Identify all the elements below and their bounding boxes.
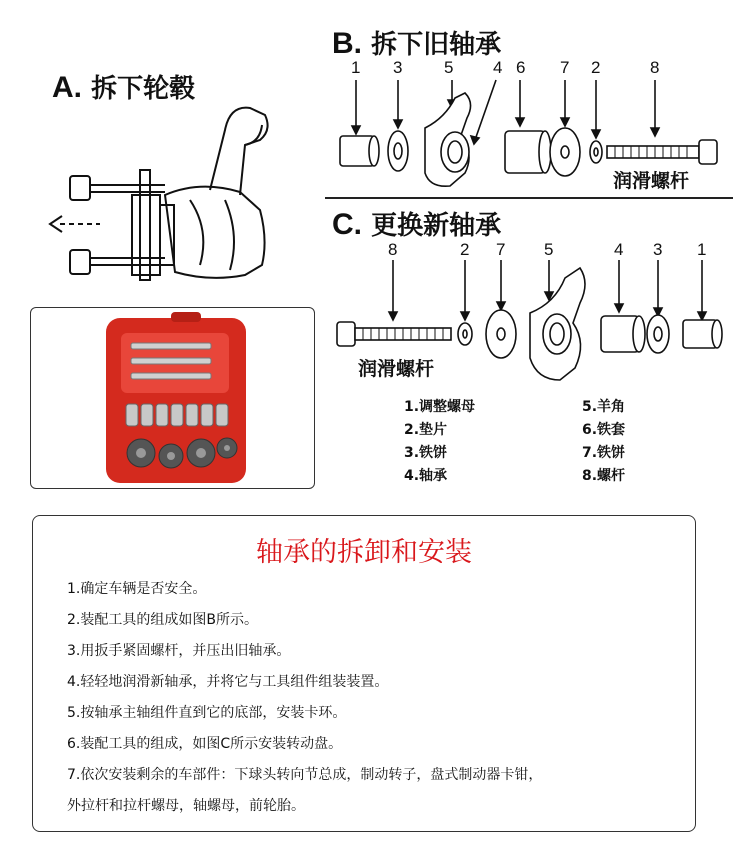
parts-legend-left bbox=[404, 396, 475, 488]
section-c-title bbox=[332, 205, 501, 242]
legend-item: 1.调整螺母 bbox=[404, 399, 476, 415]
instruction-step: 7.依次安装剩余的车部件：下球头转向节总成，制动转子，盘式制动器卡钳， bbox=[67, 767, 543, 783]
section-a-text: 拆下轮毂 bbox=[91, 74, 196, 104]
tool-case-image bbox=[31, 308, 314, 488]
b-part-number: 3 bbox=[393, 58, 403, 77]
instruction-step: 1.确定车辆是否安全。 bbox=[67, 581, 207, 597]
section-b-text: 拆下旧轴承 bbox=[371, 30, 502, 60]
c-part-number: 2 bbox=[460, 240, 470, 259]
b-part-number: 5 bbox=[444, 58, 454, 77]
legend-item: 7.铁饼 bbox=[582, 445, 626, 461]
b-part-number: 8 bbox=[650, 58, 660, 77]
c-part-number: 8 bbox=[388, 240, 398, 259]
legend-item: 4.轴承 bbox=[404, 468, 448, 484]
section-a-letter: A. bbox=[52, 71, 82, 104]
hub-removal-drawing bbox=[40, 100, 300, 300]
b-part-number: 6 bbox=[516, 58, 526, 77]
instruction-step: 2.装配工具的组成如图B所示。 bbox=[67, 612, 258, 628]
legend-item: 3.铁饼 bbox=[404, 445, 448, 461]
b-part-number: 2 bbox=[591, 58, 601, 77]
instruction-step: 6.装配工具的组成，如图C所示安装转动盘。 bbox=[67, 736, 343, 752]
c-screw-label: 润滑螺杆 bbox=[358, 358, 435, 380]
b-part-number: 7 bbox=[560, 58, 570, 77]
instruction-step: 4.轻轻地润滑新轴承，并将它与工具组件组装装置。 bbox=[67, 674, 389, 690]
instructions-box bbox=[32, 515, 696, 832]
b-screw-label: 润滑螺杆 bbox=[613, 170, 690, 192]
instruction-step: 5.按轴承主轴组件直到它的底部，安装卡环。 bbox=[67, 705, 347, 721]
section-c-letter: C. bbox=[332, 208, 362, 241]
legend-item: 2.垫片 bbox=[404, 422, 448, 438]
section-c-text: 更换新轴承 bbox=[371, 211, 502, 241]
instruction-step: 3.用扳手紧固螺杆，并压出旧轴承。 bbox=[67, 643, 291, 659]
b-part-number: 4 bbox=[493, 58, 503, 77]
c-part-number: 1 bbox=[697, 240, 707, 259]
section-divider bbox=[325, 197, 733, 199]
section-b-title bbox=[332, 24, 501, 61]
parts-legend-right bbox=[582, 396, 625, 488]
instructions-title: 轴承的拆卸和安装 bbox=[256, 537, 472, 568]
c-part-number: 5 bbox=[544, 240, 554, 259]
section-b-letter: B. bbox=[332, 27, 362, 60]
c-part-number: 7 bbox=[496, 240, 506, 259]
legend-item: 6.铁套 bbox=[582, 422, 626, 438]
b-part-number: 1 bbox=[351, 58, 361, 77]
instruction-step: 外拉杆和拉杆螺母，轴螺母，前轮胎。 bbox=[67, 798, 305, 814]
c-part-number: 3 bbox=[653, 240, 663, 259]
instructions-steps bbox=[67, 574, 687, 822]
c-part-number: 4 bbox=[614, 240, 624, 259]
legend-item: 5.羊角 bbox=[582, 399, 626, 415]
tool-kit-photo bbox=[30, 307, 315, 489]
legend-item: 8.螺杆 bbox=[582, 468, 626, 484]
